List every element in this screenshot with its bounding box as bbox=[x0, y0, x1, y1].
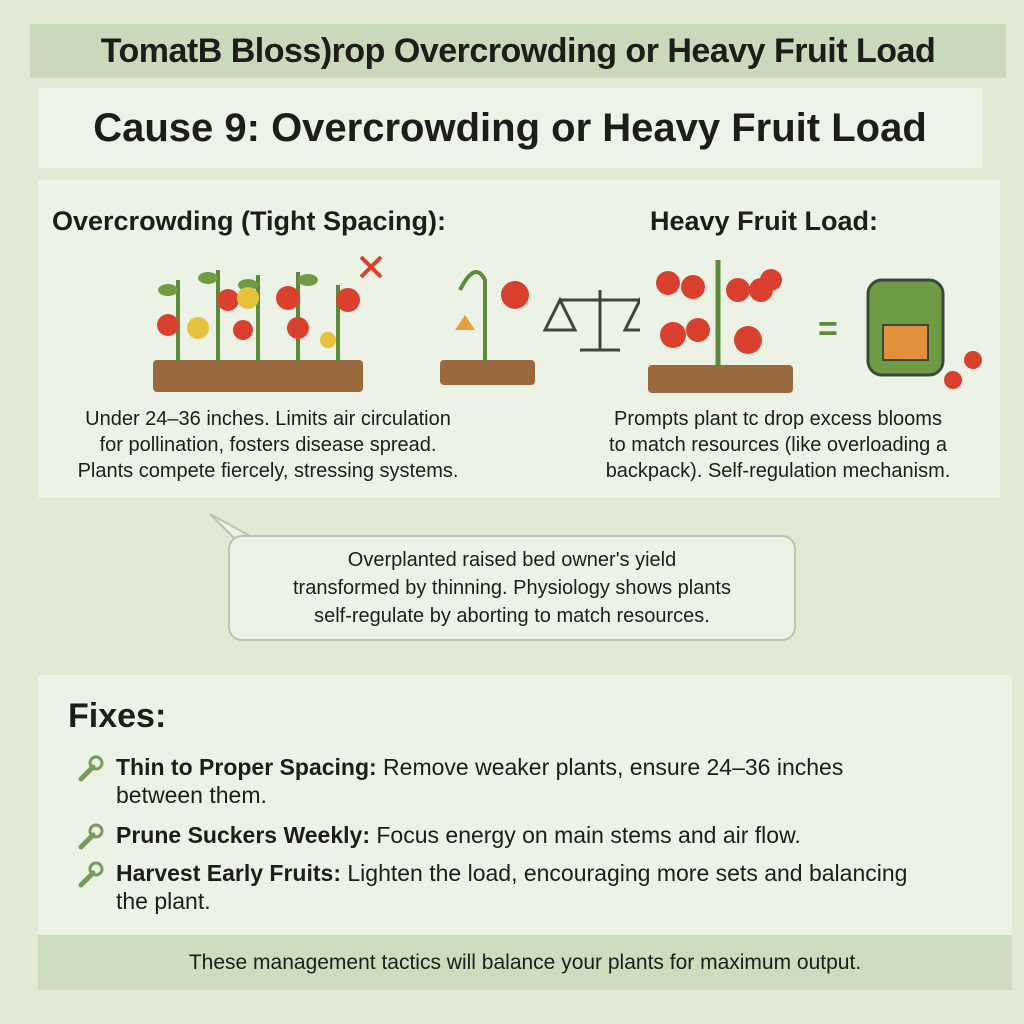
heavy-fruit-description bbox=[568, 406, 988, 484]
wrench-icon bbox=[76, 861, 104, 889]
callout-line: transformed by thinning. Physiology shows plants bbox=[292, 577, 731, 599]
x-mark-icon bbox=[356, 252, 386, 282]
fix-item bbox=[76, 753, 936, 809]
wrench-icon bbox=[76, 755, 104, 783]
svg-text:=: = bbox=[818, 310, 838, 348]
fix-text: Lighten the load, encouraging more sets and balancing the plant. bbox=[116, 860, 908, 914]
fix-title: Prune Suckers Weekly: bbox=[116, 822, 370, 848]
desc-line: Plants compete fiercely, stressing systems. bbox=[77, 460, 459, 482]
case-callout bbox=[228, 535, 796, 641]
callout-line: self-regulate by aborting to match resources. bbox=[314, 605, 710, 627]
causes-panel bbox=[38, 180, 1000, 498]
fix-title: Harvest Early Fruits: bbox=[116, 860, 341, 886]
fix-title: Thin to Proper Spacing: bbox=[116, 754, 377, 780]
fix-item bbox=[76, 859, 936, 915]
desc-line: for pollination, fosters disease spread. bbox=[99, 434, 437, 456]
fix-text: Remove weaker plants, ensure 24–36 inches between them. bbox=[116, 754, 844, 808]
footer-summary: These management tactics will balance your plants for maximum output. bbox=[38, 935, 1012, 990]
callout-line: Overplanted raised bed owner's yield bbox=[347, 549, 677, 571]
desc-line: Prompts plant tc drop excess blooms bbox=[614, 408, 942, 430]
fix-item bbox=[76, 821, 936, 851]
crowded-plants-illustration bbox=[148, 250, 368, 395]
heavy-load-backpack-illustration bbox=[643, 245, 1003, 395]
cause-heading: Cause 9: Overcrowding or Heavy Fruit Load bbox=[38, 88, 982, 168]
overcrowding-description bbox=[48, 406, 488, 484]
wrench-icon bbox=[76, 823, 104, 851]
desc-line: to match resources (like overloading a bbox=[609, 434, 947, 456]
page-title: TomatB Bloss)rop Overcrowding or Heavy Fruit Load bbox=[30, 24, 1006, 78]
desc-line: backpack). Self-regulation mechanism. bbox=[605, 460, 951, 482]
fixes-heading: Fixes: bbox=[68, 697, 167, 735]
fix-text: Focus energy on main stems and air flow. bbox=[369, 822, 801, 848]
desc-line: Under 24–36 inches. Limits air circulation bbox=[85, 408, 451, 430]
overcrowding-heading: Overcrowding (Tight Spacing): bbox=[52, 206, 447, 236]
drooping-plant-balance-illustration bbox=[430, 250, 640, 390]
heavy-fruit-heading: Heavy Fruit Load: bbox=[650, 206, 879, 236]
